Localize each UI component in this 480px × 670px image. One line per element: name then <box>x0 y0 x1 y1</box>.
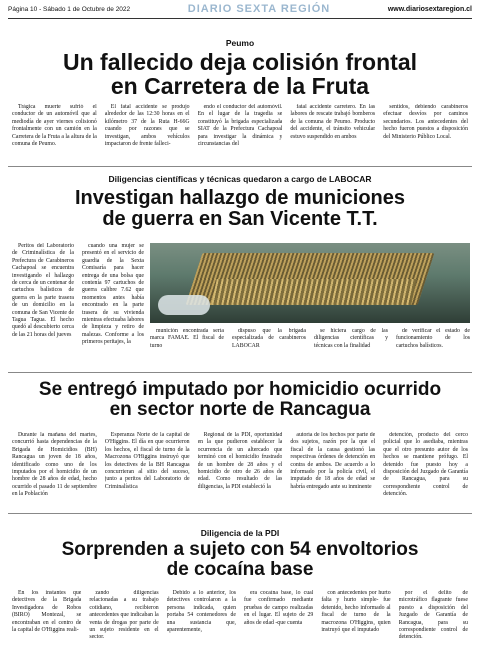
masthead-divider <box>8 18 472 19</box>
article-3-divider <box>8 513 472 514</box>
article-4-body <box>12 590 468 664</box>
article-4-column-3: Debido a lo anterior, los detectives controlaron a la persona indicada, quien portaba 54 contenedores de una sustancia que, aparentemente, <box>166 590 236 634</box>
article-2-headline-line-2: de guerra en San Vicente T.T. <box>102 208 378 230</box>
article-4-column-1: En los instantes que detectives de la Brigada Investigadora de Robos (BIRO) Montezal, se encontraban en el centro de la capital de O'Higgins reali- <box>12 590 82 634</box>
article-3-column-4: autoría de los hechos por parte de dos sujetos, razón por la que el fiscal de la causa gestionó las respectivas órdenes de detención en contra de ambos. De acuerdo a lo informado por la policía civil, el imputado de 18 años de edad se habría entregado ante su inminente <box>290 432 376 490</box>
article-3-headline-line-1: Se entregó imputado por homicidio ocurrido <box>38 379 442 400</box>
article-3-headline <box>10 380 470 420</box>
masthead <box>0 0 480 18</box>
article-1-column-4: fatal accidente carretero. En las labores de rescate trabajó bomberos de la comuna de Peumo. Producto del accidente, el tránsito vehicular estuvo suspendido en ambos <box>290 104 376 140</box>
article-2-column-5: se hiciera cargo de las diligencias científicas y técnicas con la finalidad <box>314 328 388 349</box>
article-3-column-2: Esperanza Norte de la capital de O'Higgins. El día en que ocurrieron los hechos, el fiscal de turno de la Macrozona O'Higgins instruyó que los detectives de la BH Rancagua concurrieran al sitio del suceso, junto a peritos del Laboratorio de Criminalística <box>104 432 190 490</box>
article-2-headline <box>10 188 470 230</box>
article-4-column-5: con antecedentes por hurto falta y hurto simple- fue detenido, hecho informado al fiscal de turno de la macrozona O'Higgins, quien instruyó que el imputado <box>321 590 391 634</box>
page-info: Página 10 - Sábado 1 de Octubre de 2022 <box>8 5 131 13</box>
cartridge-row <box>211 279 417 305</box>
article-2-column-3: munición encontrada sería marca FAMAE. El fiscal de turno <box>150 328 224 349</box>
article-3-headline-line-2: en sector norte de Rancagua <box>109 398 371 420</box>
article-1-column-5: sentidos, debiendo carabineros efectuar desvíos por caminos secundarios. Los antecedentes del hecho fueron puestos a disposición del Ministerio Público Local. <box>383 104 468 140</box>
article-2-column-1: Peritos del Laboratorio de Criminalística de la Prefectura de Carabineros Cachapoal se encuentra investigando el hallazgo de cerca de un centenar de cartuchos balísticos de guerra en la parte trasera de un domicilio en la comuna de San Vicente de Tagua Tagua. El hecho quedó al descubierto cerca de las 21 horas del jueves <box>12 243 74 338</box>
article-4-column-6: por el delito de microtráfico flagrante fuese puesto a disposición del Juzgado de Garantía de Rancagua, para su correspondiente control de detención. <box>398 590 468 641</box>
article-2-body-left <box>12 243 144 367</box>
article-4-headline <box>10 540 470 580</box>
newspaper-brand: DIARIO SEXTA REGIÓN <box>187 3 331 15</box>
article-2-body-right <box>150 328 470 368</box>
article-1-column-2: El fatal accidente se produjo alrededor de las 12:30 horas en el kilómetro 37 de la Ruta H-66G cuando por razones que se investigan, ambos vehículos impactaron de frente falleci- <box>104 104 190 148</box>
article-1-divider <box>8 166 472 167</box>
article-3-column-5: detención, producto del cerco policial que lo asediaba, mientras que el otro presunto autor de los hechos se mantiene prófugo. El detenido fue puesto hoy a disposición del Juzgado de Garantía de Rancagua, para su correspondiente control de detención. <box>383 432 468 498</box>
article-2-kicker: Diligencias científicas y técnicas quedaron a cargo de LABOCAR <box>108 174 372 184</box>
article-4-headline-line-1: Sorprenden a sujeto con 54 envoltorios <box>61 539 419 560</box>
article-3-column-3: Regional de la PDI, oportunidad en la que pudieron establecer la ocurrencia de un altercado que terminó con el homicidio frustrado de un hombre de 28 años y el homicidio de otro de 26 años de edad. Como resultado de las diligencias, la PDI estableció la <box>197 432 283 490</box>
article-1-column-3: endo el conductor del automóvil. En el lugar de la tragedia se constituyó la brigada especializada SIAT de la Prefectura Cachapoal para investigar la dinámica y circunstancias del <box>197 104 283 148</box>
article-1-headline-line-2: en Carretera de la Fruta <box>110 73 370 100</box>
article-2-column-4: dispuso que la brigada especializada de carabineros LABOCAR <box>232 328 306 349</box>
article-1-body <box>12 104 468 162</box>
article-1-kicker: Peumo <box>225 38 255 48</box>
article-1-headline-line-1: Un fallecido deja colisión frontal <box>63 49 417 75</box>
website-link[interactable]: www.diariosextaregion.cl <box>387 5 472 13</box>
article-4-column-2: zando diligencias relacionadas a su trabajo cotidiano, recibieron antecedentes que indicaban la venta de drogas por parte de un sujeto residente en el sector. <box>89 590 159 641</box>
article-3-column-1: Durante la mañana del martes, concurrió hasta dependencias de la Brigada de Homicidios (BH) Rancagua un joven de 18 años, identificado como uno de los imputados por el homicidio de un hombre de 28 años de edad, hecho ocurrido el pasado 11 de septiembre en la Población <box>12 432 97 498</box>
plastic-bag <box>158 295 210 315</box>
article-4-column-4: era cocaína base, lo cual fue confirmado mediante pruebas de campo realizadas en el lugar. El sujeto de 29 años de edad -que cuenta <box>243 590 314 626</box>
article-3-body <box>12 432 468 506</box>
article-4-kicker: Diligencia de la PDI <box>200 528 280 538</box>
article-1-headline <box>10 50 470 98</box>
article-4-headline-line-2: de cocaína base <box>166 558 314 580</box>
article-2-column-6: de verificar el estado de funcionamiento de los cartuchos balísticos. <box>396 328 470 349</box>
ammunition-photo <box>150 243 470 323</box>
article-2-column-2: cuando una mujer se presentó en el servicio de guardia de la Sexta Comisaría para hacer entrega de una bolsa que contenía 97 cartuchos de guerra calibre 7.62 que momentos antes había encontrado en la parte trasera de su vivienda mientras efectuaba labores de limpieza y retiro de malezas. Conforme a los primeros peritajes, la <box>82 243 144 346</box>
article-2-headline-line-1: Investigan hallazgo de municiones <box>74 187 406 209</box>
article-2-divider <box>8 372 472 373</box>
article-1-column-1: Trágica muerte sufrió el conductor de un automóvil que al mediodía de ayer viernes colisionó frontalmente con un camión en la Carretera de la Fruta a la altura de la comuna de Peumo. <box>12 104 97 148</box>
